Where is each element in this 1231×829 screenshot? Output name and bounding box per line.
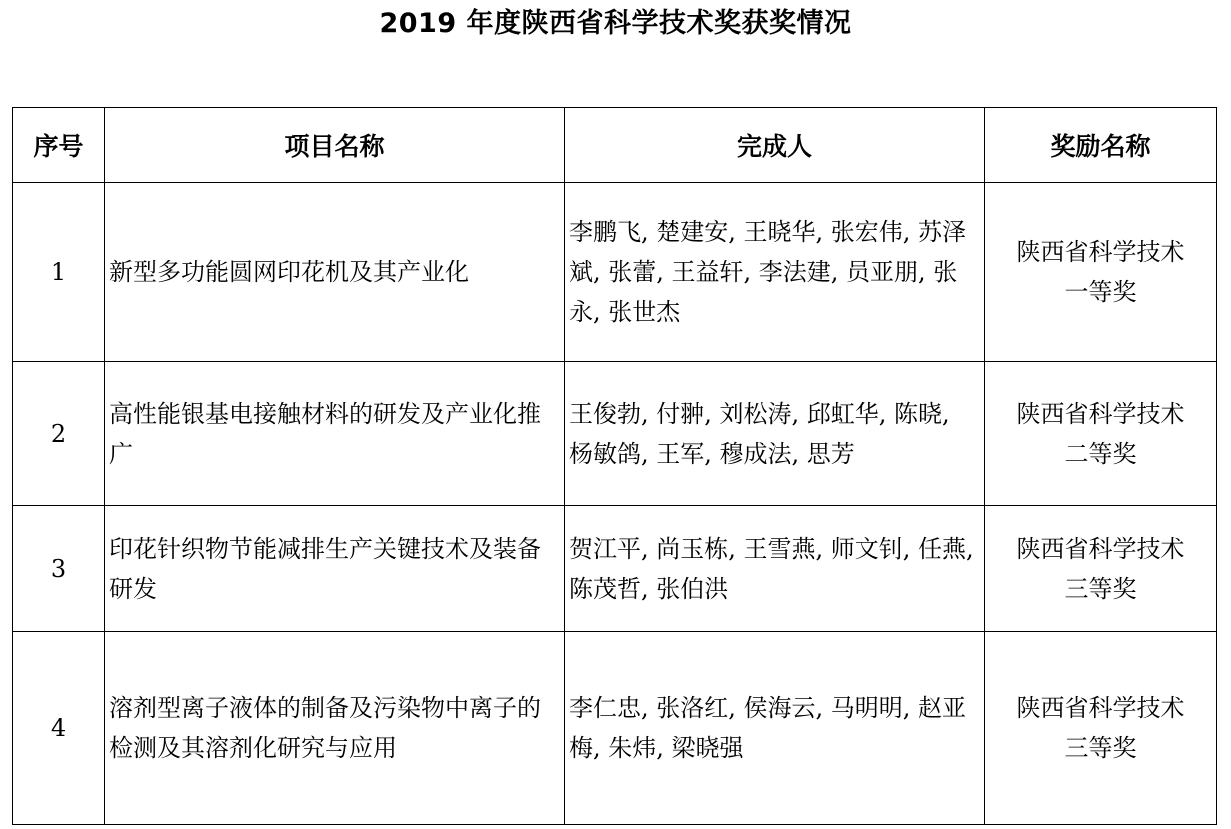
row-project: 新型多功能圆网印花机及其产业化: [105, 183, 565, 362]
award-grade: 三等奖: [1064, 734, 1137, 762]
table-row: [13, 506, 1217, 632]
row-num: 1: [13, 183, 105, 362]
award-grade: 三等奖: [1064, 574, 1137, 603]
row-award: [985, 362, 1217, 506]
page-title: 2019 年度陕西省科学技术奖获奖情况: [379, 8, 852, 39]
award-grade: 二等奖: [1064, 439, 1137, 468]
table-row: [13, 362, 1217, 506]
row-people: 李仁忠, 张洛红, 侯海云, 马明明, 赵亚梅, 朱炜, 梁晓强: [565, 632, 985, 825]
award-grade: 一等奖: [1064, 278, 1137, 306]
header-people: 完成人: [565, 108, 985, 183]
table-row: [13, 632, 1217, 825]
header-num: 序号: [13, 108, 105, 183]
row-people: 李鹏飞, 楚建安, 王晓华, 张宏伟, 苏泽斌, 张蕾, 王益轩, 李法建, 员亚朋, 张永, 张世杰: [565, 183, 985, 362]
row-num: 2: [13, 362, 105, 506]
header-award: 奖励名称: [985, 108, 1217, 183]
row-project: 高性能银基电接触材料的研发及产业化推广: [105, 362, 565, 506]
row-project: 溶剂型离子液体的制备及污染物中离子的检测及其溶剂化研究与应用: [105, 632, 565, 825]
table-row: [13, 183, 1217, 362]
row-award: [985, 632, 1217, 825]
row-people: 王俊勃, 付翀, 刘松涛, 邱虹华, 陈晓, 杨敏鸽, 王军, 穆成法, 思芳: [565, 362, 985, 506]
row-award: [985, 506, 1217, 632]
awards-table: [12, 107, 1217, 825]
table-header-row: [13, 108, 1217, 183]
row-num: 4: [13, 632, 105, 825]
award-category: 陕西省科学技术: [1016, 534, 1185, 563]
row-award: [985, 183, 1217, 362]
row-people: 贺江平, 尚玉栋, 王雪燕, 师文钊, 任燕, 陈茂哲, 张伯洪: [565, 506, 985, 632]
row-project: 印花针织物节能减排生产关键技术及装备研发: [105, 506, 565, 632]
award-category: 陕西省科学技术: [1016, 694, 1185, 722]
header-project: 项目名称: [105, 108, 565, 183]
row-num: 3: [13, 506, 105, 632]
award-category: 陕西省科学技术: [1016, 399, 1185, 428]
award-category: 陕西省科学技术: [1016, 238, 1185, 266]
